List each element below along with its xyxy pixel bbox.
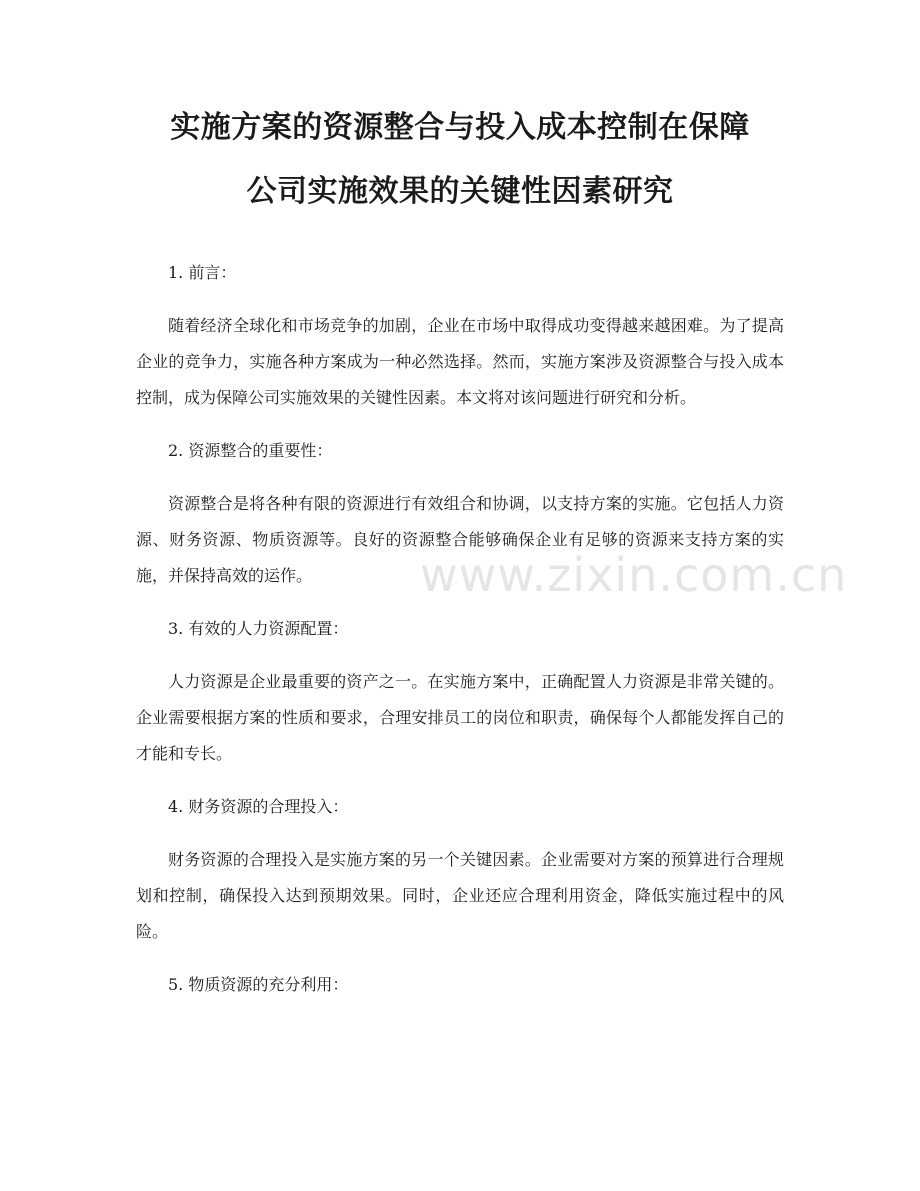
section-1-heading: 1. 前言： [168,263,237,282]
title-line-2: 公司实施效果的关键性因素研究 [246,174,674,209]
section-2-paragraph: 资源整合是将各种有限的资源进行有效组合和协调，以支持方案的实施。它包括人力资源、财务资源、物质资源等。良好的资源整合能够确保企业有足够的资源来支持方案的实施，并保持高效的运作。 [136,494,784,585]
section-5-heading: 5. 物质资源的充分利用： [168,975,349,994]
section-3-paragraph: 人力资源是企业最重要的资产之一。在实施方案中，正确配置人力资源是非常关键的。企业需要根据方案的性质和要求，合理安排员工的岗位和职责，确保每个人都能发挥自己的才能和专长。 [136,672,784,763]
document-title [136,96,784,224]
section-2-heading: 2. 资源整合的重要性： [168,441,333,460]
section-1-paragraph: 随着经济全球化和市场竞争的加剧，企业在市场中取得成功变得越来越困难。为了提高企业的竞争力，实施各种方案成为一种必然选择。然而，实施方案涉及资源整合与投入成本控制，成为保障公司实施效果的关键性因素。本文将对该问题进行研究和分析。 [136,316,784,407]
section-4-paragraph: 财务资源的合理投入是实施方案的另一个关键因素。企业需要对方案的预算进行合理规划和控制，确保投入达到预期效果。同时，企业还应合理利用资金，降低实施过程中的风险。 [136,850,784,941]
title-line-1: 实施方案的资源整合与投入成本控制在保障 [170,110,750,145]
watermark-text: www.zixin.com.cn [420,548,848,602]
section-4-heading: 4. 财务资源的合理投入： [168,797,349,816]
section-3-heading: 3. 有效的人力资源配置： [168,619,349,638]
